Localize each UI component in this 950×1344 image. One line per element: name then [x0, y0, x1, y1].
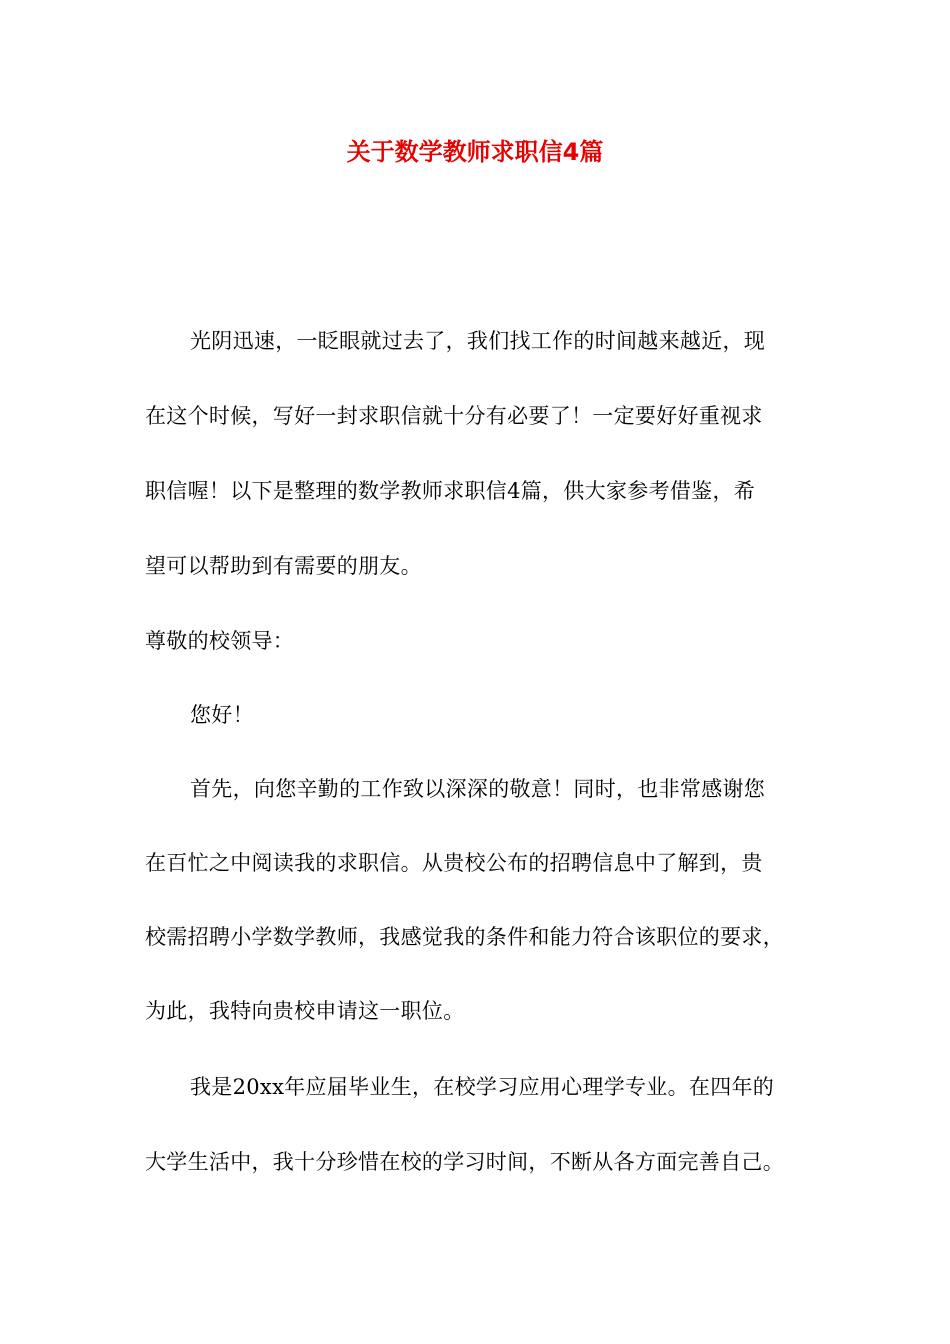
body-line-6: 大学生活中，我十分珍惜在校的学习时间，不断从各方面完善自己。	[145, 1150, 784, 1174]
body-line-2: 在百忙之中阅读我的求职信。从贵校公布的招聘信息中了解到，贵	[145, 851, 763, 875]
salutation: 尊敬的校领导：	[145, 629, 295, 653]
body-line-1: 首先，向您辛勤的工作致以深深的敬意！同时，也非常感谢您	[190, 777, 766, 801]
intro-line-1: 光阴迅速，一眨眼就过去了，我们找工作的时间越来越近，现	[190, 329, 766, 353]
intro-line-2: 在这个时候，写好一封求职信就十分有必要了！一定要好好重视求	[145, 404, 763, 428]
intro-line-3: 职信喔！以下是整理的数学教师求职信4篇，供大家参考借鉴，希	[145, 479, 756, 503]
document-title: 关于数学教师求职信4篇	[346, 138, 604, 166]
intro-line-4: 望可以帮助到有需要的朋友。	[145, 554, 422, 578]
greeting: 您好！	[190, 703, 254, 727]
body-line-5: 我是20xx年应届毕业生，在校学习应用心理学专业。在四年的	[190, 1075, 775, 1099]
body-line-4: 为此，我特向贵校申请这一职位。	[145, 999, 465, 1023]
body-line-3: 校需招聘小学数学教师，我感觉我的条件和能力符合该职位的要求，	[145, 925, 784, 949]
